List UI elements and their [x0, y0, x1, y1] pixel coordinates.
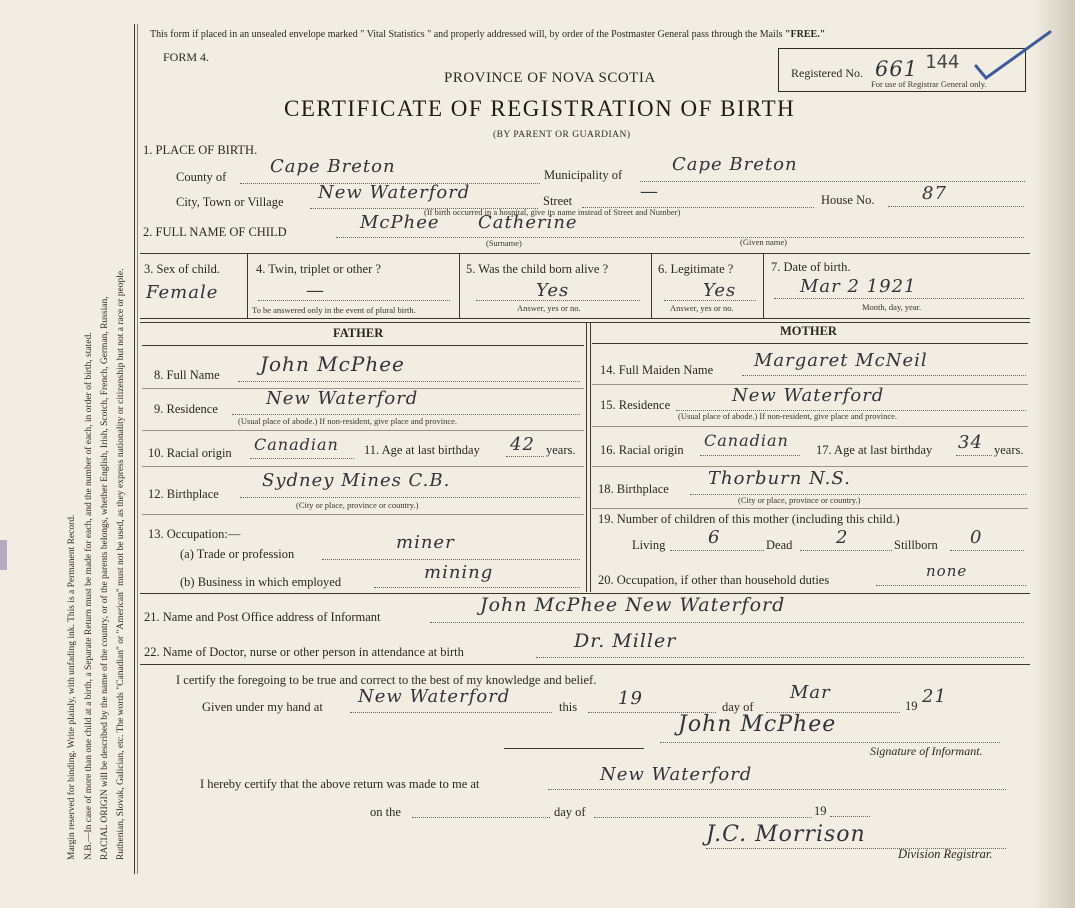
twin-line: [258, 300, 450, 301]
street-label: Street: [543, 194, 573, 208]
parents-middle-divider-2: [590, 322, 591, 592]
parents-top-rule: [140, 322, 1030, 323]
legitimate-label: 6. Legitimate ?: [658, 262, 734, 276]
date-note: Month, day, year.: [862, 302, 922, 312]
father-birthplace-note: (City or place, province or country.): [296, 500, 419, 510]
mother-row-rule-3: [592, 466, 1028, 467]
twin-value: —: [306, 280, 325, 301]
father-row-rule-2: [142, 430, 584, 431]
mother-name-label: 14. Full Maiden Name: [600, 363, 714, 377]
paper-edge: [1033, 0, 1075, 908]
county-label: County of: [176, 170, 227, 184]
row3-divider-2: [459, 253, 460, 319]
mother-residence-label: 15. Residence: [600, 398, 671, 412]
father-racial-line: [250, 458, 354, 459]
registrar-place-value: New Waterford: [600, 764, 753, 785]
informant-label: 21. Name and Post Office address of Informant: [144, 610, 381, 624]
municipality-value: Cape Breton: [672, 154, 798, 175]
province-heading: PROVINCE OF NOVA SCOTIA: [444, 70, 656, 86]
mother-row-rule-4: [592, 508, 1028, 509]
alive-note: Answer, yes or no.: [517, 303, 581, 313]
margin-note-racial-origin: RACIAL ORIGIN will be described by the name of the country, or of the parents belongs, whether English, Irish, Scotch, French, German, Russian,: [100, 296, 110, 860]
given-place-value: New Waterford: [358, 686, 511, 707]
registrar-place-line: [548, 789, 1006, 790]
alive-label: 5. Was the child born alive ?: [466, 262, 609, 276]
form-number: FORM 4.: [163, 50, 210, 64]
mother-heading: MOTHER: [780, 324, 837, 338]
father-birthplace-label: 12. Birthplace: [148, 487, 219, 501]
dayof-label: day of: [722, 700, 754, 714]
year-prefix: 19: [905, 699, 918, 713]
father-occupation-label: 13. Occupation:—: [148, 527, 241, 541]
date-line: [774, 298, 1024, 299]
mother-name-value: Margaret McNeil: [754, 350, 928, 371]
mother-racial-line: [700, 455, 800, 456]
house-line: [888, 206, 1024, 207]
twin-note: To be answered only in the event of plural birth.: [252, 305, 416, 315]
document-subtitle: (BY PARENT OR GUARDIAN): [493, 130, 631, 140]
day-value: 19: [618, 688, 643, 709]
parents-middle-divider: [586, 322, 587, 592]
given-name-note: (Given name): [740, 237, 787, 247]
registrar-year-label: 19: [814, 804, 827, 818]
doctor-label: 22. Name of Doctor, nurse or other person in attendance at birth: [144, 645, 464, 659]
city-value: New Waterford: [318, 182, 471, 203]
legitimate-line: [664, 300, 756, 301]
mother-years-label: years.: [994, 443, 1024, 457]
doctor-line: [536, 657, 1024, 658]
ink-stain: [0, 540, 7, 570]
mother-name-line: [742, 375, 1026, 376]
child-given-name: Catherine: [478, 212, 578, 233]
father-trade-line: [322, 559, 580, 560]
margin-note-separate-return: N.B.—In case of more than one child at a birth, a Separate Return must be made for each, and the number of each, in order of birth, stated.: [84, 332, 94, 860]
father-row-rule-3: [142, 466, 584, 467]
surname-note: (Surname): [486, 238, 522, 248]
registrar-dayof-label: day of: [554, 805, 586, 819]
child-name-line: [336, 237, 1024, 238]
father-residence-note: (Usual place of abode.) If non-resident, give place and province.: [238, 416, 458, 426]
informant-value: John McPhee New Waterford: [480, 594, 786, 616]
this-label: this: [559, 700, 578, 714]
mother-residence-value: New Waterford: [732, 385, 885, 406]
living-label: Living: [632, 538, 666, 552]
informant-line: [430, 622, 1024, 623]
row3-top-rule: [140, 253, 1030, 254]
section-place-of-birth: 1. PLACE OF BIRTH.: [143, 143, 258, 157]
mother-birthplace-label: 18. Birthplace: [598, 482, 669, 496]
father-heading-rule: [142, 345, 584, 346]
mother-occupation-line: [876, 585, 1026, 586]
dead-value: 2: [836, 527, 849, 548]
mother-children-label: 19. Number of children of this mother (including this child.): [598, 512, 900, 526]
alive-value: Yes: [536, 280, 570, 301]
dead-line: [800, 550, 892, 551]
father-business-label: (b) Business in which employed: [180, 575, 342, 589]
mother-birthplace-value: Thorburn N.S.: [708, 468, 851, 489]
city-label: City, Town or Village: [176, 195, 284, 209]
father-business-line: [374, 587, 580, 588]
living-value: 6: [708, 527, 721, 548]
father-age-value: 42: [510, 434, 535, 455]
sex-label: 3. Sex of child.: [144, 262, 221, 276]
father-age-line: [506, 456, 544, 457]
registered-stamp-number: 144: [925, 51, 960, 73]
child-surname: McPhee: [360, 212, 440, 233]
father-birthplace-line: [240, 497, 580, 498]
legitimate-value: Yes: [703, 280, 737, 301]
margin-note-racial-origin-cont: Ruthenian, Slovak, Galician, etc. The words "Canadian" or "American" must not be used, as they express nationality or citizenship but not a race or people.: [116, 268, 126, 860]
doctor-value: Dr. Miller: [574, 630, 677, 652]
margin-note-binding: Margin reserved for binding. Write plainly, with unfading ink. This is a Permanent Record.: [67, 514, 77, 860]
father-row-rule-4: [142, 514, 584, 515]
father-name-value: John McPhee: [260, 352, 405, 376]
date-label: 7. Date of birth.: [771, 260, 851, 274]
registrar-month-line: [594, 817, 812, 818]
registrar-year-line: [830, 816, 870, 817]
twin-label: 4. Twin, triplet or other ?: [256, 262, 381, 276]
father-heading: FATHER: [333, 326, 384, 340]
registrar-signature-label: Division Registrar.: [898, 847, 993, 861]
stillborn-line: [950, 550, 1024, 551]
house-value: 87: [922, 183, 947, 204]
witness-line: [504, 748, 644, 749]
stillborn-value: 0: [970, 527, 983, 548]
on-the-line: [412, 817, 550, 818]
father-business-value: mining: [424, 562, 494, 583]
street-value: —: [640, 181, 659, 202]
stillborn-label: Stillborn: [894, 538, 938, 552]
mother-row-rule-2: [592, 426, 1028, 427]
row3-divider-4: [763, 253, 764, 319]
registrar-statement: I hereby certify that the above return was made to me at: [200, 777, 480, 791]
registered-hand-number: 661: [875, 57, 919, 81]
mother-age-label: 17. Age at last birthday: [816, 443, 933, 457]
mother-occupation-value: none: [926, 562, 968, 580]
county-value: Cape Breton: [270, 156, 396, 177]
certify-statement: I certify the foregoing to be true and correct to the best of my knowledge and belief.: [176, 673, 597, 687]
dead-label: Dead: [766, 538, 793, 552]
frame-left-border: [134, 24, 135, 874]
mother-birthplace-note: (City or place, province or country.): [738, 495, 861, 505]
father-racial-label: 10. Racial origin: [148, 446, 232, 460]
date-value: Mar 2 1921: [800, 276, 917, 297]
frame-left-border-inner: [137, 24, 138, 874]
father-racial-value: Canadian: [254, 435, 339, 454]
document-title: CERTIFICATE OF REGISTRATION OF BIRTH: [284, 96, 796, 121]
registrar-signature: J.C. Morrison: [706, 822, 866, 847]
month-value: Mar: [790, 682, 831, 703]
informant-signature-label: Signature of Informant.: [870, 744, 983, 758]
father-residence-label: 9. Residence: [154, 402, 218, 416]
mother-racial-label: 16. Racial origin: [600, 443, 684, 457]
mother-age-line: [956, 455, 992, 456]
father-residence-line: [232, 414, 580, 415]
mother-occupation-label: 20. Occupation, if other than household duties: [598, 573, 830, 587]
registered-label: Registered No.: [791, 66, 863, 80]
checkmark-icon: [972, 26, 1062, 86]
given-under-label: Given under my hand at: [202, 700, 323, 714]
row3-bottom-rule: [140, 318, 1030, 319]
mother-age-value: 34: [958, 432, 983, 453]
father-name-line: [238, 381, 580, 382]
alive-line: [476, 300, 640, 301]
mail-note: This form if placed in an unsealed envelope marked " Vital Statistics " and properly addressed will, by order of the Postmaster General pass through the Mails "FREE.": [150, 29, 826, 40]
mother-heading-rule: [592, 343, 1028, 344]
legitimate-note: Answer, yes or no.: [670, 303, 734, 313]
father-trade-label: (a) Trade or profession: [180, 547, 295, 561]
father-trade-value: miner: [396, 532, 455, 553]
certify-top-rule: [140, 664, 1030, 665]
child-name-label: 2. FULL NAME OF CHILD: [143, 225, 287, 239]
mother-residence-note: (Usual place of abode.) If non-resident, give place and province.: [678, 411, 898, 421]
house-label: House No.: [821, 193, 875, 207]
row3-divider-3: [651, 253, 652, 319]
father-years-label: years.: [546, 443, 576, 457]
living-line: [670, 550, 764, 551]
father-birthplace-value: Sydney Mines C.B.: [262, 470, 451, 491]
sex-value: Female: [146, 282, 219, 303]
informant-signature-line: [660, 742, 1000, 743]
given-place-line: [350, 712, 552, 713]
hospital-note: (If birth occurred in a hospital, give its name instead of Street and Number): [424, 207, 681, 217]
registered-note: For use of Registrar General only.: [871, 79, 987, 89]
informant-signature: John McPhee: [678, 712, 837, 737]
father-name-label: 8. Full Name: [154, 368, 220, 382]
municipality-line: [640, 181, 1025, 182]
father-age-label: 11. Age at last birthday: [364, 443, 480, 457]
father-residence-value: New Waterford: [266, 388, 419, 409]
row3-divider-1: [247, 253, 248, 319]
mother-racial-value: Canadian: [704, 431, 789, 450]
municipality-label: Municipality of: [544, 168, 623, 182]
on-the-label: on the: [370, 805, 401, 819]
year-suffix: 21: [922, 686, 947, 707]
